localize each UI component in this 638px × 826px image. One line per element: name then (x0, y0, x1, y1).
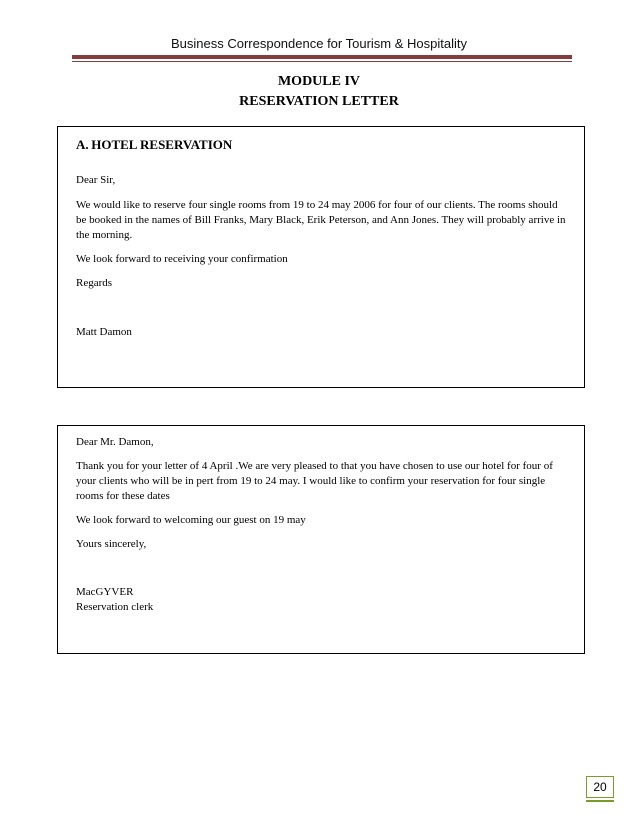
signoff: Yours sincerely, (76, 538, 147, 550)
closing-line: We look forward to receiving your confirmation (76, 253, 288, 265)
signature-title: Reservation clerk (76, 601, 154, 613)
letter-body: Thank you for your letter of 4 April .We are very pleased to that you have chosen to use our hotel for four of your clients who will be in pert from 19 to 24 may. I would like to confirm your reservation for four single rooms for these dates (76, 460, 553, 502)
reply-letter-box (57, 425, 585, 654)
header-rule-thin (72, 61, 572, 62)
header-rule-thick (72, 55, 572, 59)
signoff: Regards (76, 277, 113, 289)
running-header: Business Correspondence for Tourism & Hospitality (170, 36, 467, 51)
salutation: Dear Mr. Damon, (76, 436, 154, 448)
page-number: 20 (586, 776, 614, 798)
module-title (0, 72, 638, 112)
module-subtitle: RESERVATION LETTER (239, 94, 399, 109)
hotel-reservation-letter-box (57, 126, 585, 388)
page-number-rule (586, 800, 614, 802)
signature-name: MacGYVER (76, 586, 134, 598)
module-number: MODULE IV (277, 74, 361, 89)
letter-body: We would like to reserve four single rooms from 19 to 24 may 2006 for four of our clients. The rooms should be booked in the names of Bill Franks, Mary Black, Erik Peterson, and Ann Jones. They will probably arrive in the morning. (76, 199, 566, 241)
salutation: Dear Sir, (76, 174, 116, 186)
signature: Matt Damon (76, 326, 132, 338)
closing-line: We look forward to welcoming our guest on 19 may (76, 514, 306, 526)
section-heading: A. HOTEL RESERVATION (76, 137, 233, 152)
